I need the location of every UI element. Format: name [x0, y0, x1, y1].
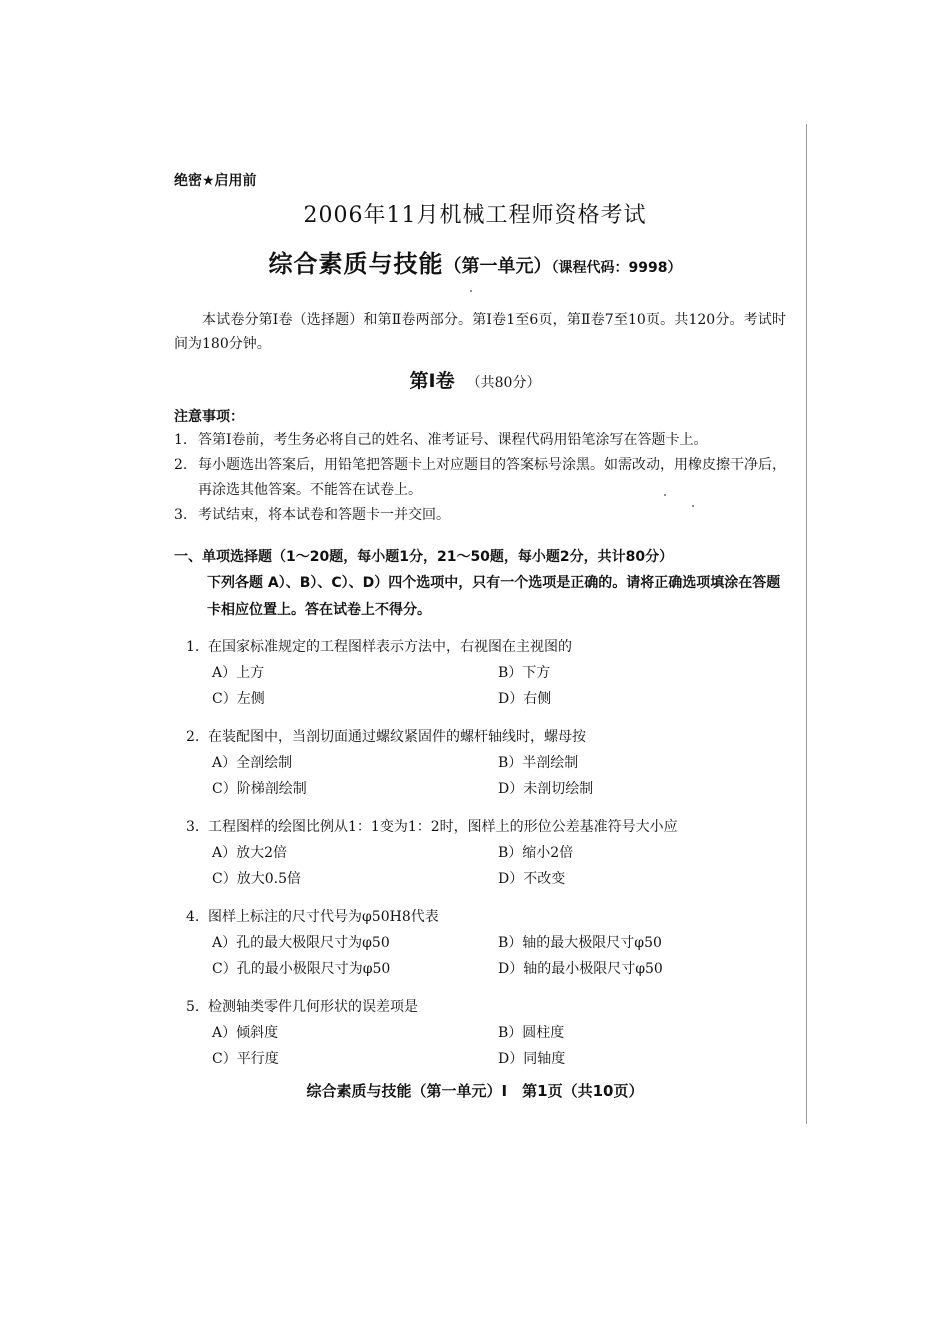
option-c: C）孔的最小极限尺寸为φ50	[212, 961, 391, 977]
option-b: B）圆柱度	[498, 1025, 565, 1041]
option-d: D）同轴度	[498, 1051, 566, 1067]
question-2	[186, 724, 786, 802]
question-1	[186, 634, 786, 712]
note-text: 答第Ⅰ卷前，考生务必将自己的姓名、准考证号、课程代码用铅笔涂写在答题卡上。	[198, 432, 708, 448]
option-c: C）平行度	[212, 1051, 279, 1067]
option-b: B）下方	[498, 665, 551, 681]
note-item	[174, 503, 788, 528]
page-footer: 综合素质与技能（第一单元）Ⅰ 第1页（共10页）	[306, 1082, 644, 1100]
option-b: B）半剖绘制	[498, 755, 579, 771]
question-4	[186, 904, 786, 982]
option-c: C）放大0.5倍	[212, 871, 301, 887]
question-stem: 工程图样的绘图比例从1：1变为1：2时，图样上的形位公差基准符号大小应	[208, 819, 678, 835]
question-5	[186, 994, 786, 1072]
question-stem: 在装配图中，当剖切面通过螺纹紧固件的螺杆轴线时，螺母按	[208, 729, 586, 745]
question-number: 4.	[186, 909, 200, 925]
note-number: 1.	[174, 432, 188, 448]
scan-speck	[692, 505, 694, 507]
option-c: C）阶梯剖绘制	[212, 781, 307, 797]
note-number: 2.	[174, 457, 188, 473]
exam-title: 2006年11月机械工程师资格考试	[303, 203, 647, 228]
option-a: A）上方	[212, 665, 265, 681]
option-a: A）孔的最大极限尺寸为φ50	[212, 935, 390, 951]
question-number: 5.	[186, 999, 200, 1015]
option-b: B）缩小2倍	[498, 845, 574, 861]
option-a: A）倾斜度	[212, 1025, 279, 1041]
note-number: 3.	[174, 507, 188, 523]
question-stem: 在国家标准规定的工程图样表示方法中，右视图在主视图的	[208, 639, 572, 655]
part-title: 第Ⅰ卷	[409, 370, 455, 392]
subject-line	[0, 244, 950, 279]
option-d: D）轴的最小极限尺寸φ50	[498, 961, 663, 977]
scan-speck	[470, 290, 472, 292]
option-d: D）不改变	[498, 871, 566, 887]
option-d: D）右侧	[498, 691, 552, 707]
note-text: 每小题选出答案后，用铅笔把答题卡上对应题目的答案标号涂黑。如需改动，用橡皮擦干净后，再涂选其他答案。不能答在试卷上。	[198, 457, 786, 498]
part-heading	[0, 366, 950, 393]
subject-unit: （第一单元）	[443, 256, 552, 277]
section-instruction: 下列各题 A）、B）、C）、D）四个选项中，只有一个选项是正确的。请将正确选项填涂在答题卡相应位置上。答在试卷上不得分。	[207, 575, 781, 618]
subject-title: 综合素质与技能	[268, 250, 444, 278]
option-c: C）左侧	[212, 691, 265, 707]
notes-heading: 注意事项：	[174, 409, 244, 425]
question-3	[186, 814, 786, 892]
section-heading: 一、单项选择题（1～20题，每小题1分，21～50题，每小题2分，共计80分）	[174, 549, 674, 565]
question-number: 3.	[186, 819, 200, 835]
course-code: （课程代码：9998）	[551, 260, 682, 276]
part-score: （共80分）	[466, 375, 541, 391]
confidential-label: 绝密★启用前	[174, 173, 257, 189]
scan-speck	[664, 494, 666, 496]
note-item	[174, 453, 788, 503]
exam-intro: 本试卷分第Ⅰ卷（选择题）和第Ⅱ卷两部分。第Ⅰ卷1至6页，第Ⅱ卷7至10页。共120分。考试时间为180分钟。	[174, 312, 786, 352]
question-number: 1.	[186, 639, 200, 655]
question-stem: 检测轴类零件几何形状的误差项是	[208, 999, 418, 1015]
question-stem: 图样上标注的尺寸代号为φ50H8代表	[208, 909, 439, 925]
notes-list	[174, 428, 788, 528]
option-a: A）全剖绘制	[212, 755, 293, 771]
note-text: 考试结束，将本试卷和答题卡一并交回。	[198, 507, 450, 523]
question-number: 2.	[186, 729, 200, 745]
option-a: A）放大2倍	[212, 845, 288, 861]
option-d: D）未剖切绘制	[498, 781, 594, 797]
option-b: B）轴的最大极限尺寸φ50	[498, 935, 662, 951]
note-item	[174, 428, 788, 453]
